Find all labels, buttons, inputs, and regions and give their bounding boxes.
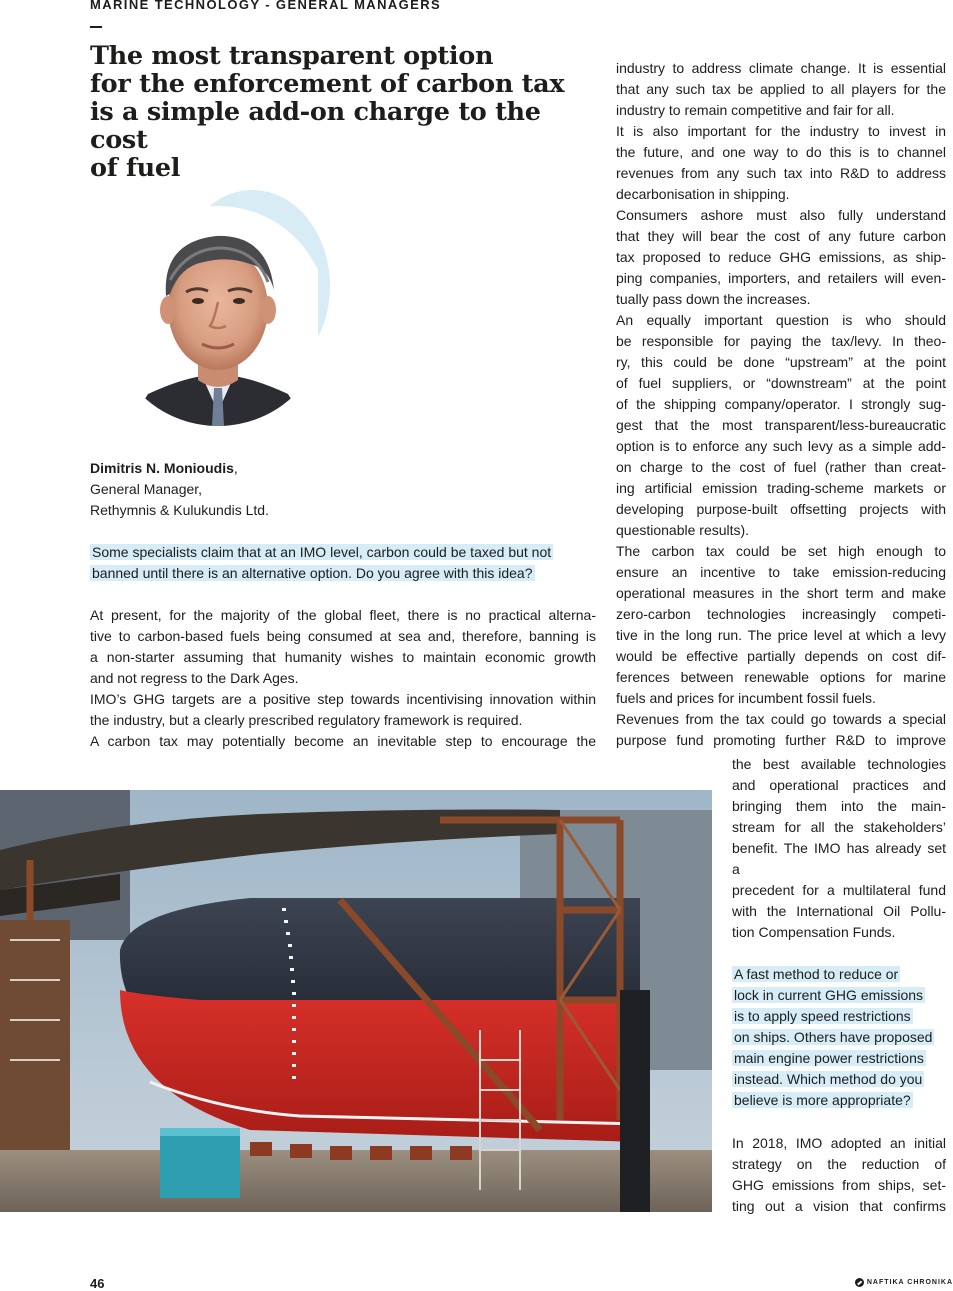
body-line: and not regress to the Dark Ages. bbox=[90, 670, 299, 686]
author-byline bbox=[90, 458, 590, 521]
body-line: operational measures in the short term and make bbox=[616, 585, 946, 601]
body-line: zero-carbon technologies increasingly competi- bbox=[616, 606, 946, 622]
body-line: ping companies, importers, and retailers will even- bbox=[616, 270, 946, 286]
body-line: At present, for the majority of the global fleet, there is no practical alterna- bbox=[90, 607, 596, 623]
body-line: tive in the long run. The price level at which a levy bbox=[616, 627, 946, 643]
body-line: GHG emissions from ships, set- bbox=[732, 1177, 946, 1193]
body-line: that they will bear the cost of any future carbon bbox=[616, 228, 946, 244]
body-line: option is to enforce any such levy as a simple add- bbox=[616, 438, 946, 454]
body-line: ing artificial emission trading-scheme markets or bbox=[616, 480, 946, 496]
body-line: would be effective partially depends on cost dif- bbox=[616, 648, 946, 664]
body-line: tive to carbon-based fuels being consumed at sea and, therefore, banning is bbox=[90, 628, 596, 644]
body-line: the future, and one way to do this is to channel bbox=[616, 144, 946, 160]
body-line: with the International Oil Pollu- bbox=[732, 903, 946, 919]
body-line: A carbon tax may potentially become an inevitable step to encourage the bbox=[90, 733, 596, 749]
left-column-body bbox=[90, 605, 596, 752]
body-line: IMO’s GHG targets are a positive step towards incentivising innovation within bbox=[90, 691, 596, 707]
body-line: fuels and prices for incumbent fossil fuels. bbox=[616, 690, 876, 706]
body-line: that any such tax be applied to all players for the bbox=[616, 81, 946, 97]
publication-brand bbox=[855, 1278, 953, 1287]
body-line: precedent for a multilateral fund bbox=[732, 882, 946, 898]
body-line: stream for all the stakeholders’ bbox=[732, 819, 946, 835]
brand-name: NAFTIKA CHRONIKA bbox=[866, 1279, 953, 1286]
question-line: instead. Which method do you bbox=[734, 1071, 923, 1087]
question-line: on ships. Others have proposed bbox=[734, 1029, 933, 1045]
brand-logo-icon bbox=[855, 1278, 864, 1287]
body-line: tax proposed to reduce GHG emissions, as ship- bbox=[616, 249, 946, 265]
section-label: MARINE TECHNOLOGY - GENERAL MANAGERS bbox=[90, 0, 442, 12]
body-line: purpose fund promoting further R&D to improve bbox=[616, 732, 946, 748]
body-line: ferences between renewable options for marine bbox=[616, 669, 946, 685]
body-line: benefit. The IMO has already set a bbox=[732, 840, 946, 877]
body-line: the best available technologies bbox=[732, 756, 946, 772]
body-line: industry to address climate change. It is essential bbox=[616, 60, 946, 76]
body-line: An equally important question is who should bbox=[616, 312, 946, 328]
right-column-body bbox=[616, 58, 946, 751]
body-line: tion Compensation Funds. bbox=[732, 924, 896, 940]
body-line: gest that the most transparent/less-bureaucratic bbox=[616, 417, 946, 433]
body-line: questionable results). bbox=[616, 522, 750, 538]
body-line: of the shipping company/operator. I strongly sug- bbox=[616, 396, 946, 412]
body-line: developing purpose-built offsetting projects with bbox=[616, 501, 946, 517]
body-line: of fuel suppliers, or “downstream” at the point bbox=[616, 375, 946, 391]
headline-line: is a simple add-on charge to the cost bbox=[90, 97, 541, 155]
article-headline bbox=[90, 42, 600, 182]
question-line: Some specialists claim that at an IMO level, carbon could be taxed but not bbox=[92, 544, 552, 560]
interview-question-1 bbox=[90, 542, 596, 584]
page-number: 46 bbox=[90, 1276, 105, 1291]
body-line: tually pass down the increases. bbox=[616, 291, 811, 307]
author-name-comma: , bbox=[233, 460, 238, 476]
body-line: the industry, but a clearly prescribed regulatory framework is required. bbox=[90, 712, 523, 728]
headline-line: The most transparent option bbox=[90, 41, 494, 71]
narrow-column-body bbox=[732, 754, 946, 943]
author-photo bbox=[118, 198, 318, 426]
body-line: ting out a vision that confirms bbox=[732, 1198, 946, 1214]
ship-drydock-photo bbox=[0, 790, 712, 1212]
question-line: banned until there is an alternative option. Do you agree with this idea? bbox=[92, 565, 533, 581]
question-line: A fast method to reduce or bbox=[734, 966, 899, 982]
body-line: ry, this could be done “upstream” at the point bbox=[616, 354, 946, 370]
body-line: Revenues from the tax could go towards a special bbox=[616, 711, 946, 727]
headline-line: for the enforcement of carbon tax bbox=[90, 69, 565, 99]
body-line: and operational practices and bbox=[732, 777, 946, 793]
author-name: Dimitris N. Monioudis bbox=[90, 460, 234, 476]
author-title: General Manager, bbox=[90, 481, 203, 497]
body-line: revenues from any such tax into R&D to address bbox=[616, 165, 946, 181]
body-line: Consumers ashore must also fully understand bbox=[616, 207, 946, 223]
body-line: on charge to the cost of fuel (rather than creat- bbox=[616, 459, 946, 475]
section-divider bbox=[90, 26, 102, 28]
body-line: It is also important for the industry to invest in bbox=[616, 123, 946, 139]
headline-line: of fuel bbox=[90, 153, 181, 183]
question-line: is to apply speed restrictions bbox=[734, 1008, 911, 1024]
body-line: strategy on the reduction of bbox=[732, 1156, 946, 1172]
body-line: In 2018, IMO adopted an initial bbox=[732, 1135, 946, 1151]
body-line: be responsible for paying the tax/levy. In theo- bbox=[616, 333, 946, 349]
narrow-column-body-2 bbox=[732, 1133, 946, 1217]
question-line: lock in current GHG emissions bbox=[734, 987, 924, 1003]
interview-question-2 bbox=[732, 964, 946, 1111]
body-line: industry to remain competitive and fair for all. bbox=[616, 102, 895, 118]
body-line: a non-starter assuming that humanity wishes to maintain economic growth bbox=[90, 649, 596, 665]
author-company: Rethymnis & Kulukundis Ltd. bbox=[90, 502, 269, 518]
question-line: believe is more appropriate? bbox=[734, 1092, 911, 1108]
author-portrait bbox=[90, 190, 330, 435]
body-line: bringing them into the main- bbox=[732, 798, 946, 814]
body-line: ensure an incentive to take emission-reducing bbox=[616, 564, 946, 580]
body-line: The carbon tax could be set high enough to bbox=[616, 543, 946, 559]
question-line: main engine power restrictions bbox=[734, 1050, 924, 1066]
body-line: decarbonisation in shipping. bbox=[616, 186, 790, 202]
